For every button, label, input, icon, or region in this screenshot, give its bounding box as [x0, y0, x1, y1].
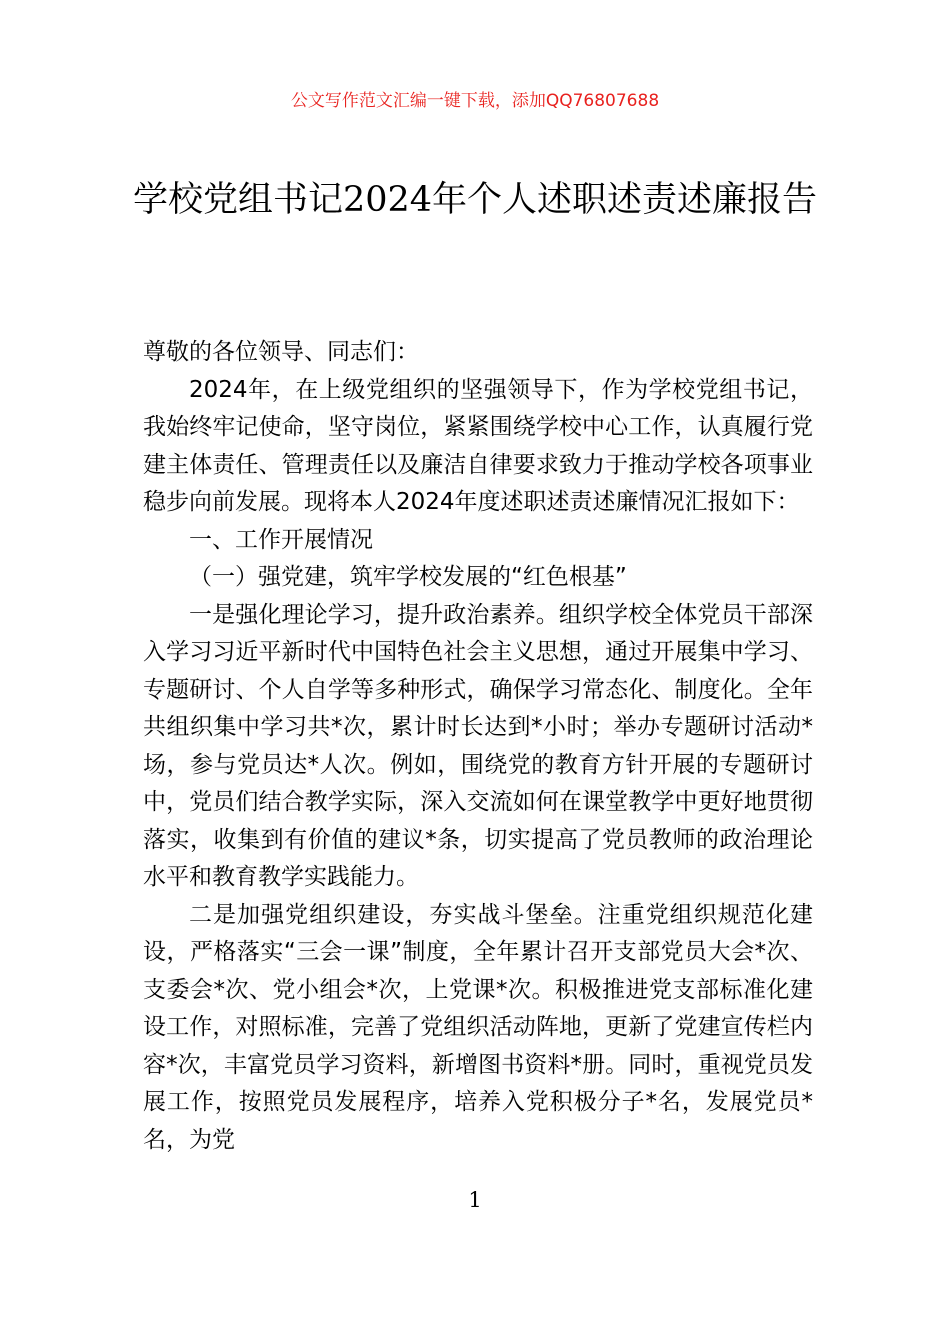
document-body [143, 334, 813, 1159]
promo-header: 公文写作范文汇编一键下载，添加QQ76807688 [290, 91, 660, 111]
section-heading: 一、工作开展情况 [189, 526, 373, 553]
salutation: 尊敬的各位领导、同志们： [143, 339, 419, 365]
body-paragraph: 二是加强党组织建设，夯实战斗堡垒。注重党组织规范化建设，严格落实“三会一课”制度，全年累计召开支部党员大会*次、支委会*次、党小组会*次，上党课*次。积极推进党支部标准化建设工作，对照标准，完善了党组织活动阵地，更新了党建宣传栏内容*次，丰富党员学习资料，新增图书资料*册。同时，重视党员发展工作，按照党员发展程序，培养入党积极分子*名，发展党员*名，为党 [143, 901, 813, 1153]
body-paragraph: 一是强化理论学习，提升政治素养。组织学校全体党员干部深入学习习近平新时代中国特色社会主义思想，通过开展集中学习、专题研讨、个人自学等多种形式，确保学习常态化、制度化。全年共组织集中学习共*次，累计时长达到*小时；举办专题研讨活动*场，参与党员达*人次。例如，围绕党的教育方针开展的专题研讨中，党员们结合教学实际，深入交流如何在课堂教学中更好地贯彻落实，收集到有价值的建议*条，切实提高了党员教师的政治理论水平和教育教学实践能力。 [143, 601, 813, 890]
subsection-heading: （一）强党建，筑牢学校发展的“红色根基” [189, 564, 627, 590]
page-number: 1 [468, 1188, 482, 1212]
intro-paragraph: 2024年，在上级党组织的坚强领导下，作为学校党组书记，我始终牢记使命，坚守岗位，紧紧围绕学校中心工作，认真履行党建主体责任、管理责任以及廉洁自律要求致力于推动学校各项事业稳步向前发展。现将本人2024年度述职述责述廉情况汇报如下： [143, 376, 813, 515]
document-title: 学校党组书记2024年个人述职述责述廉报告 [132, 180, 818, 220]
